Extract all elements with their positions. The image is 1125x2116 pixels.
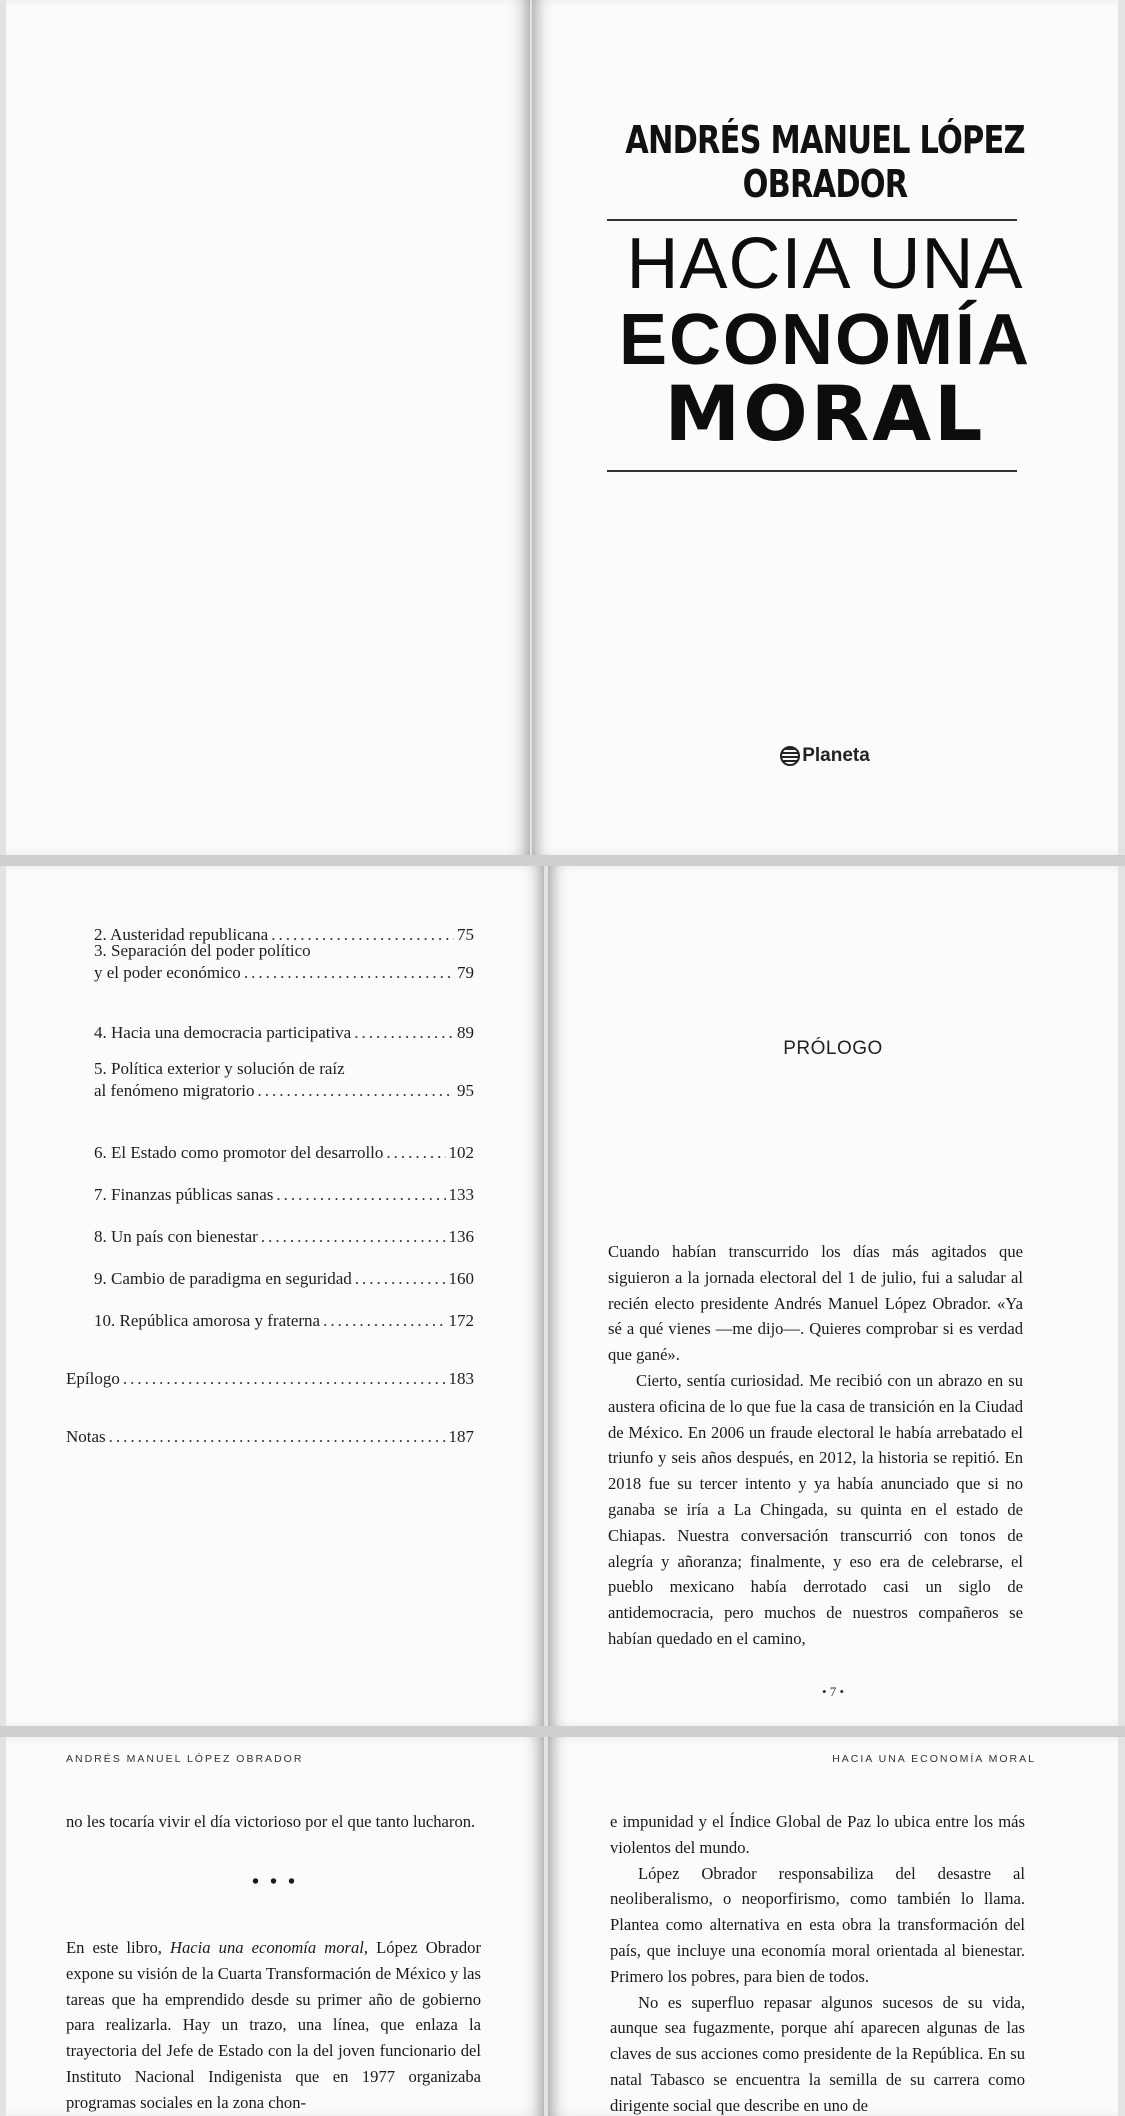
author-name: ANDRÉS MANUEL LÓPEZ OBRADOR [625,118,1025,206]
toc-page-number: 172 [448,1311,474,1330]
left-paragraph-2 [66,1935,481,2116]
toc-page-number: 160 [448,1269,474,1288]
right-paragraph-2: López Obrador responsabiliza del desastre al neoliberalismo, o neoporfirismo, como también lo llama. Plantea como alternativa en esta obra la transformación del país, que incluye una economía moral orientada al bienestar. Primero los pobres, para bien de todos. [610,1863,1025,1986]
book-title-line-3: MORAL [664,369,986,458]
toc-leader-dots [258,1080,454,1102]
book-title-line-1: HACIA UNA [626,224,1024,304]
toc-entry-title-line: 3. Separación del poder político [94,941,311,960]
prologue-heading: PRÓLOGO [783,1038,883,1059]
section-separator: • • • [251,1871,298,1893]
toc-entry [94,1142,474,1164]
toc-page-number: 133 [448,1185,474,1204]
toc-leader-dots [355,1268,446,1290]
toc-entry-label: Epílogo [66,1369,120,1388]
left-text-block-2 [66,1935,481,2116]
toc-entry [94,1184,474,1206]
top-rule [607,219,1017,221]
prologue-paragraph-1: Cuando habían transcurrido los días más agitados que siguieron a la jornada electoral del 1 de julio, fui a saludar al recién electo presidente Andrés Manuel López Obrador. «Ya sé a qué vienes —me dijo—. Quieres comprobar si es verdad que gané». [608,1242,1023,1365]
toc-entry-label: 4. Hacia una democracia participativa [94,1023,352,1042]
body-right-page [548,1737,1118,2116]
toc-leader-dots [386,1142,445,1164]
spread-toc-prologue [0,866,1125,1726]
toc-leader-dots [244,962,454,984]
toc-entry-label: 6. El Estado como promotor del desarrollo [94,1143,384,1162]
prologue-page [548,866,1118,1726]
toc-page-number: 89 [457,1023,474,1042]
toc-page-number: 136 [448,1227,474,1246]
toc-page-number: 187 [448,1427,474,1446]
toc-entry-label: 2. Austeridad republicana [94,925,269,944]
toc-entry-title-line: 5. Política exterior y solución de raíz [94,1059,345,1078]
running-header-right: HACIA UNA ECONOMÍA MORAL [832,1753,1036,1765]
toc-entry [94,1058,474,1102]
right-text-block [610,1809,1025,2116]
toc-entry-label: al fenómeno migratorio [94,1081,255,1100]
toc-leader-dots [261,1226,446,1248]
right-paragraph-3: No es superfluo repasar algunos sucesos de su vida, aunque sea fugazmente, porque ahí aparecen algunas de las claves de sus acciones como presidente de la República. En su natal Tabasco se encuentra la semilla de su carrera como dirigente social que describe en uno de [610,1992,1025,2115]
spread-body-pages [0,1737,1125,2116]
toc-entry [94,1268,474,1290]
right-paragraph-1: e impunidad y el Índice Global de Paz lo ubica entre los más violentos del mundo. [610,1812,1025,1857]
globe-logo-icon [780,746,800,766]
title-page [532,0,1118,855]
toc-entry-label: Notas [66,1427,106,1446]
toc-entry-label: 7. Finanzas públicas sanas [94,1185,274,1204]
toc-leader-dots [354,1022,454,1044]
toc-entry-label: 10. República amorosa y fraterna [94,1311,321,1330]
left-paragraph-2-rest: , López Obrador expone su visión de la Cuarta Transformación de México y las tareas que ha emprendido desde su primer año de gobierno para realizarla. Hay un trazo, una línea, que enlaza la trayectoria del Jefe de Estado con la del joven funcionario del Instituto Nacional Indigenista que en 1977 organizaba programas sociales en la zona chon- [66,1938,481,2112]
toc-entry [94,940,474,984]
publisher-name: Planeta [802,745,870,766]
toc-page-number: 95 [457,1081,474,1100]
toc-entry-label: 8. Un país con bienestar [94,1227,258,1246]
prologue-paragraph-2: Cierto, sentía curiosidad. Me recibió con un abrazo en su austera oficina de lo que fue la casa de transición en la Ciudad de México. En 2006 un fraude electoral le había arrebatado el triunfo y seis años después, en 2012, la historia se repitió. En 2018 fue su tercer intento y ya había anunciado que si no ganaba se iría a La Chingada, su quinta en el estado de Chiapas. Nuestra conversación transcurrió con tonos de alegría y añoranza; finalmente, y eso era de celebrarse, el pueblo mexicano había derrotado casi un siglo de antidemocracia, pero muchos de nuestros compañeros se habían quedado en el camino, [608,1370,1023,1648]
toc-leader-dots [276,1184,445,1206]
toc-page-number: 102 [448,1143,474,1162]
prologue-text [608,1239,1023,1652]
toc-page-number: 183 [448,1369,474,1388]
spread-title-page [0,0,1125,855]
table-of-contents-page [6,866,544,1726]
toc-entry [94,1022,474,1044]
toc-leader-dots [123,1368,446,1390]
toc-page-number: 75 [457,925,474,944]
book-title-italic: Hacia una economía moral [170,1938,364,1957]
toc-entry [66,1368,474,1390]
left-paragraph-1: no les tocaría vivir el día victorioso por el que tanto lucharon. [66,1812,476,1831]
left-paragraph-2-start: En este libro, [66,1938,171,1957]
toc-page-number: 79 [457,963,474,982]
bottom-rule [607,470,1017,472]
book-title-line-2: ECONOMÍA [619,300,1031,380]
toc-entry-label: 9. Cambio de paradigma en seguridad [94,1269,352,1288]
toc-entry [66,1426,474,1448]
toc-leader-dots [323,1310,445,1332]
toc-entry-label: y el poder económico [94,963,241,982]
toc-leader-dots [109,1426,446,1448]
body-left-page [6,1737,544,2116]
running-header-left: ANDRÉS MANUEL LÓPEZ OBRADOR [66,1753,304,1765]
page-number: • 7 • [821,1684,845,1699]
toc-entry [94,1310,474,1332]
left-text-block-1 [66,1809,481,1835]
blank-left-page [6,0,530,855]
toc-entry [94,1226,474,1248]
publisher-logo [532,745,1118,767]
